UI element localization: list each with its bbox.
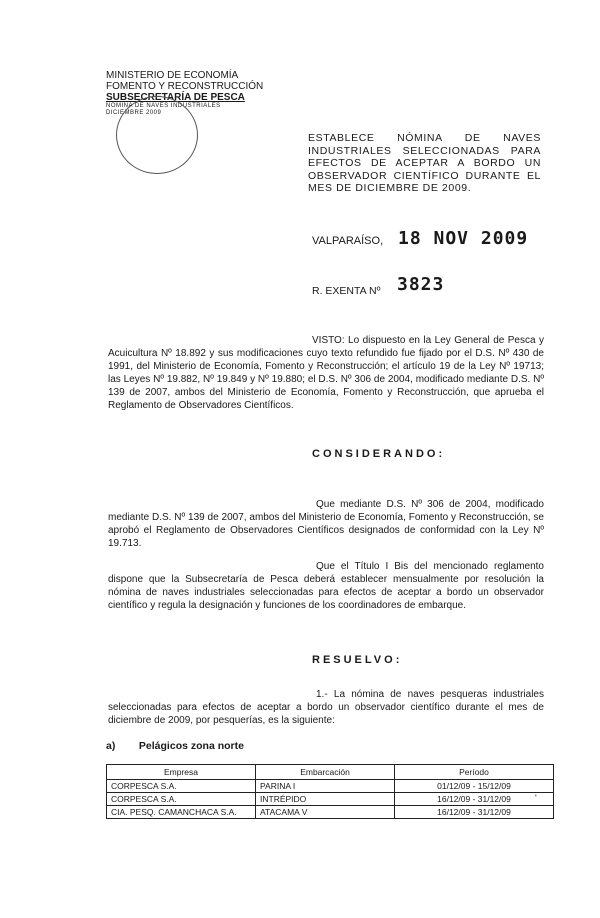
official-seal-icon — [116, 96, 198, 174]
table-row — [107, 793, 554, 806]
considerando-paragraph-1: Que mediante D.S. Nº 306 de 2004, modificado mediante D.S. Nº 139 de 2007, ambos del Ministerio de Economía, Fomento y Reconstrucción, se aprobó el Reglamento de Observadores Científicos designados de conformidad con la Ley Nº 19.713. — [108, 499, 544, 549]
section-a-heading — [106, 740, 244, 752]
document-title: ESTABLECE NÓMINA DE NAVES INDUSTRIALES SELECCIONADAS PARA EFECTOS DE ACEPTAR A BORDO UN OBSERVADOR CIENTÍFICO DURANTE EL MES DE DICIEMBRE DE 2009. — [308, 132, 541, 194]
considerando-paragraph-2: Que el Título I Bis del mencionado reglamento dispone que la Subsecretaría de Pesca deberá establecer mensualmente por resolución la nómina de naves industriales seleccionadas para efectos de aceptar a bordo un observador científico y regula la designación y funciones de los coordinadores de embarque. — [108, 561, 544, 611]
table-row — [107, 780, 554, 793]
considerando-heading: CONSIDERANDO: — [312, 448, 446, 460]
resuelvo-paragraph-1: 1.- La nómina de naves pesqueras industriales seleccionadas para efectos de aceptar a bordo un observador científico durante el mes de diciembre de 2009, por pesquerías, es la siguiente: — [108, 689, 544, 726]
stamp-text-line1: NÓMINA DE NAVES INDUSTRIALES — [106, 103, 221, 109]
section-letter: a) — [106, 740, 116, 752]
cell-embarcacion: ATACAMA V — [256, 806, 395, 819]
column-header-periodo: Período — [395, 765, 554, 780]
cell-periodo: 01/12/09 - 15/12/09 — [395, 780, 554, 793]
resolution-label: R. EXENTA Nº — [312, 285, 381, 297]
date-stamp: 18 NOV 2009 — [398, 228, 529, 249]
cell-empresa: CORPESCA S.A. — [107, 780, 256, 793]
cell-empresa: CIA. PESQ. CAMANCHACA S.A. — [107, 806, 256, 819]
table-header-row — [107, 765, 554, 780]
resuelvo-heading: RESUELVO: — [312, 654, 403, 666]
column-header-empresa: Empresa — [107, 765, 256, 780]
cell-embarcacion: PARINA I — [256, 780, 395, 793]
visto-paragraph: VISTO: Lo dispuesto en la Ley General de Pesca y Acuicultura Nº 18.892 y sus modificaciones cuyo texto refundido fue fijado por el D.S. Nº 430 de 1991, del Ministerio de Economía, Fomento y Reconstrucción; el artículo 19 de la Ley Nº 19713; las Leyes Nº 19.882, Nº 19.849 y Nº 19.880; el D.S. Nº 306 de 2004, modificado mediante D.S. Nº 139 de 2007, ambos del Ministerio de Economía, Fomento y Reconstrucción, que aprueba el Reglamento de Observadores Científicos. — [108, 335, 544, 411]
cell-empresa: CORPESCA S.A. — [107, 793, 256, 806]
cell-periodo: 16/12/09 - 31/12/09 — [395, 806, 554, 819]
ministry-subtitle: FOMENTO Y RECONSTRUCCIÓN — [106, 81, 264, 92]
ministry-name: MINISTERIO DE ECONOMÍA — [106, 70, 239, 81]
subsecretaria-name: SUBSECRETARÍA DE PESCA — [106, 92, 245, 103]
column-header-embarcacion: Embarcación — [256, 765, 395, 780]
resolution-number: 3823 — [397, 274, 445, 295]
cell-periodo: 16/12/09 - 31/12/09 — [395, 793, 554, 806]
table-row — [107, 806, 554, 819]
vessel-table — [106, 764, 554, 819]
cell-embarcacion: INTRÉPIDO — [256, 793, 395, 806]
section-title: Pelágicos zona norte — [138, 740, 244, 752]
stamp-text-line2: DICIEMBRE 2009 — [106, 110, 162, 116]
margin-mark: ' — [535, 793, 537, 803]
place: VALPARAÍSO, — [312, 235, 384, 247]
